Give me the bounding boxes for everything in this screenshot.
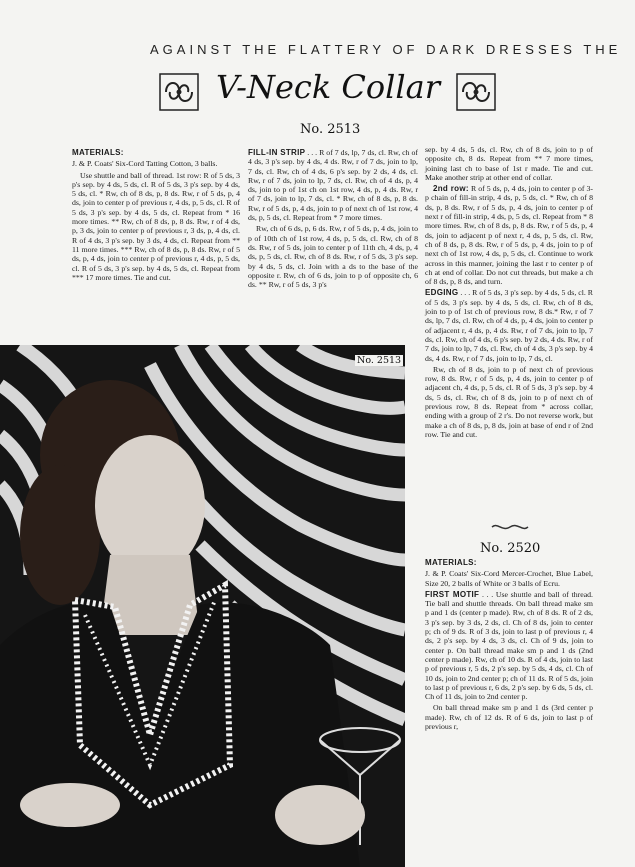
column-fill-in [248,148,418,291]
photo-illustration [0,345,405,867]
edging-text: . . . R of 5 ds, 3 p's sep. by 4 ds, 5 ds, cl. R of 5 ds, 3 p's sep. by 4 ds, 5 ds, cl. Rw, ch of 8 ds, join to p of 1st ch of previous row, 8 ds.* Rw, r of 7 ds, lp, 7 ds, cl. Rw, ch of 4 ds, p, 4 ds, join to center p of adjacent r, 4 ds, p, 4 ds. Rw, r of 7 ds, join to lp, 7 ds, cl. Rw, ch of 4 ds, 6 p's sep. by 2 ds, 4 ds. Rw, r of 7 ds, join to lp, 7 ds, cl. Rw, ch of 4 ds, 3 p's sep. by 4 ds, 4 ds. Rw, r of 7 ds, join to lp, 7 ds, cl. [425,288,593,363]
first-motif-text: . . . Use shuttle and ball of thread. Tie ball and shuttle threads. On ball thread make sm p and 1 ds (center p made). Rw, ch of 8 ds. R of 2 ds, 3 p's sep. by 3 ds, 2 ds, cl. Ch of 8 ds, join to center p; ch of 9 ds. R of 3 ds, join to last p of previous r, 4 ds, 2 p's sep. by 4 ds, 3 ds, cl. Ch of 9 ds, join to center p. On ball thread make sm p and 1 ds (2nd center p made). Rw, ch of 10 ds. R of 4 ds, join to last p of previous r, 5 ds, 2 p's sep. by 5 ds, 4 ds, cl. Ch of 10 ds, join to 2nd center p; ch of 11 ds. R of 5 ds, join to last p of previous r, 6 ds, 2 p's sep. by 6 ds, 5 ds, cl. Ch of 11 ds, join to 2nd center p. [425,589,594,702]
materials-heading-2520: MATERIALS: [425,558,477,567]
column-2520 [425,558,593,733]
title-row [150,64,500,124]
column-edging [425,145,593,441]
first-motif-heading: FIRST MOTIF [425,589,480,599]
fill-in-text: . . . R of 7 ds, lp, 7 ds, cl. Rw, ch of 4 ds, 3 p's sep. by 4 ds, 4 ds. Rw, r of 7 ds, join to lp, 7 ds, cl. Rw, ch of 4 ds, 6 p's sep. by 2 ds, 4 ds, cl. Rw, r of 7 ds, join to lp, 7 ds, cl. Rw, ch of 4 ds, p, 4 ds, join to p of 1st ch on 1st row, 4 ds, p, 4 ds. Rw, r of 7 ds, join to lp, 7 ds, cl. * Rw, ch of 8 ds, p, 8 ds. Rw, r of 5 ds, p, 4 ds, join to p of next ch of 1st row, 4 ds, p, 5 ds, cl. Repeat from * 7 more times. [248,148,418,223]
edging-heading: EDGING [425,288,459,298]
pattern-number: No. 2513 [300,122,361,137]
first-row-instructions: Use shuttle and ball of thread. 1st row: R of 5 ds, 3 p's sep. by 4 ds, 5 ds, cl. R of 5 ds, 3 p's sep. by 4 ds, 5 ds, cl. * Rw, ch of 8 ds, p, 8 ds. Rw, r of 5 ds, p, 4 ds, join to center p of previous r, 4 ds, p, 5 ds, cl. R of 5 ds, 3 p's sep. by 4 ds, 5 ds, cl. Repeat from * 16 more times. ** Rw, ch of 8 ds, p, 8 ds. Rw, r of 4 ds, p, 3 ds, join to center p of previous r, 3 ds, p, 4 ds, cl. R of 4 ds, 3 p's sep. by 3 ds, 4 ds, cl. Repeat from ** 11 more times. *** Rw, ch of 8 ds, p, 8 ds. Rw, r of 5 ds, p, 4 ds, join to center p of previous r, 4 ds, p, 5 ds, cl. R of 5 ds, 3 p's sep. by 4 ds, 5 ds, cl. Repeat from *** 17 more times. Tie and cut. [72,170,240,282]
first-motif-text-2: On ball thread make sm p and 1 ds (3rd center p made). Rw, ch of 12 ds. R of 6 ds, join to last p of previous r, [425,703,593,732]
second-row-heading: 2nd row: [433,184,469,194]
materials-text-2520: J. & P. Coats' Six-Cord Mercer-Crochet, Blue Label, Size 20, 2 balls of White or 3 balls of Ecru. [425,569,593,588]
edging-text-2: Rw, ch of 8 ds, join to p of next ch of previous row, 8 ds. Rw, r of 5 ds, p, 4 ds, join to center p of adjacent ch, 4 ds, p, 5 ds, cl. R of 5 ds, 3 p's sep. by 4 ds, 5 ds, cl. Rw, ch of 8 ds, join to p of next ch of previous row, 8 ds. Repeat from * across collar, ending with a group of 2 r's. Do not reverse work, but make a ch of 8 ds, p, 8 ds, join at base of end r of 2nd row. Tie and cut. [425,364,593,439]
scroll-ornament-icon [158,72,200,112]
fill-in-heading: FILL-IN STRIP [248,148,306,157]
page-title: V-Neck Collar [216,68,440,106]
photo-model-with-collar [0,345,405,867]
flourish-icon [490,522,530,532]
running-head: AGAINST THE FLATTERY OF DARK DRESSES THE [150,42,622,57]
materials-heading: MATERIALS: [72,148,124,157]
column-materials [72,148,240,284]
pattern-number-2520: No. 2520 [480,541,541,556]
fill-in-continued: sep. by 4 ds, 5 ds, cl. Rw, ch of 8 ds, join to p of opposite ch, 8 ds. Repeat from ** 7 more times, joining last ch to base of 1st r made. Tie and cut. Make another strip at other end of collar. [425,145,593,182]
scroll-ornament-icon [455,72,497,112]
materials-text: J. & P. Coats' Six-Cord Tatting Cotton, 3 balls. [72,159,218,169]
fill-in-text-2: Rw, ch of 6 ds, p, 6 ds. Rw, r of 5 ds, p, 4 ds, join to p of 10th ch of 1st row, 4 ds, p, 5 ds, cl. Rw, ch of 8 ds. Rw, r of 5 ds, join to center p of 11th ch, 4 ds, p, 4 ds, p, 5 ds, cl. Rw, ch of 8 ds. Rw, r of 5 ds, 3 p's sep. by 4 ds, 5 ds, cl. Join with a ds to the base of the opposite r. Rw, ch of 6 ds, join to p of opposite ch, 6 ds. ** Rw, r of 5 ds, 3 p's [248,224,418,290]
photo-caption: No. 2513 [357,355,402,366]
second-row-text: R of 5 ds, p, 4 ds, join to center p of 3-p chain of fill-in strip, 4 ds, p, 5 ds, cl. * Rw, ch of 8 ds, p, 8 ds. Rw, r of 5 ds, p, 4 ds, join to center p of next r of fill-in strip, 4 ds, p, 5 ds, cl. Repeat from * 8 more times. Rw, ch of 8 ds, p, 8 ds. Rw, r of 5 ds, p, 4 ds, join to adjacent p of next r, 4 ds, p, 5 ds, cl. Rw, ch of 8 ds, p, 8 ds. Rw, r of 5 ds, p, 4 ds, join to p of next ch of 1st row, 4 ds, p, 5 ds, cl. Continue to work across in this manner, joining the last r to center p of ch at end of collar. Do not cut threads, but make a ch of 8 ds, p, 8 ds, and turn. [425,184,594,287]
